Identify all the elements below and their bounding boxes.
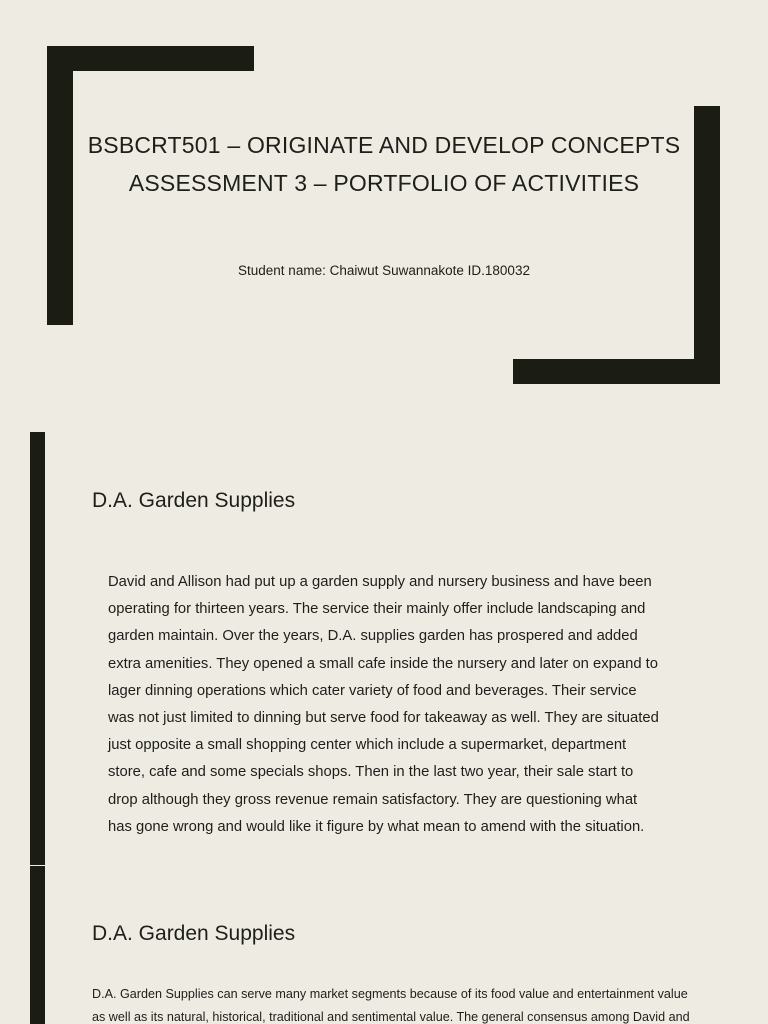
content-slide-segments [0, 866, 768, 1024]
paragraph-line: has gone wrong and would like it figure by what mean to amend with the situation. [108, 818, 645, 835]
paragraph-line: just opposite a small shopping center which include a supermarket, department [108, 737, 627, 754]
paragraph-line: store, cafe and some specials shops. Then in the last two year, their sale start to [108, 764, 634, 781]
paragraph-line: garden maintain. Over the years, D.A. supplies garden has prospered and added [108, 628, 638, 645]
body-paragraph [92, 983, 742, 1024]
body-paragraph [108, 569, 708, 841]
paragraph-line: as well as its natural, historical, traditional and sentimental value. The general consensus among David and [92, 1010, 690, 1024]
slide-heading: D.A. Garden Supplies [92, 922, 296, 945]
paragraph-line: D.A. Garden Supplies can serve many market segments because of its food value and entertainment value [92, 987, 688, 1001]
paragraph-line: operating for thirteen years. The service their mainly offer include landscaping and [108, 601, 646, 618]
slide-heading: D.A. Garden Supplies [92, 489, 296, 512]
accent-bar [30, 866, 45, 1024]
content-slide-intro [0, 432, 768, 865]
title-slide [0, 0, 768, 432]
title-assessment: ASSESSMENT 3 – PORTFOLIO OF ACTIVITIES [128, 170, 640, 196]
accent-bar [30, 432, 45, 865]
paragraph-line: lager dinning operations which cater variety of food and beverages. Their service [108, 682, 637, 699]
frame-top-bar [47, 46, 254, 71]
title-course: BSBCRT501 – ORIGINATE AND DEVELOP CONCEPTS [87, 132, 681, 158]
paragraph-line: extra amenities. They opened a small cafe inside the nursery and later on expand to [108, 655, 659, 672]
paragraph-line: was not just limited to dinning but serve food for takeaway as well. They are situated [108, 710, 659, 727]
paragraph-line: David and Allison had put up a garden supply and nursery business and have been [108, 574, 652, 590]
paragraph-line: drop although they gross revenue remain satisfactory. They are questioning what [108, 791, 638, 808]
student-name: Student name: Chaiwut Suwannakote ID.180032 [238, 263, 530, 278]
frame-bottom-bar [513, 359, 720, 384]
